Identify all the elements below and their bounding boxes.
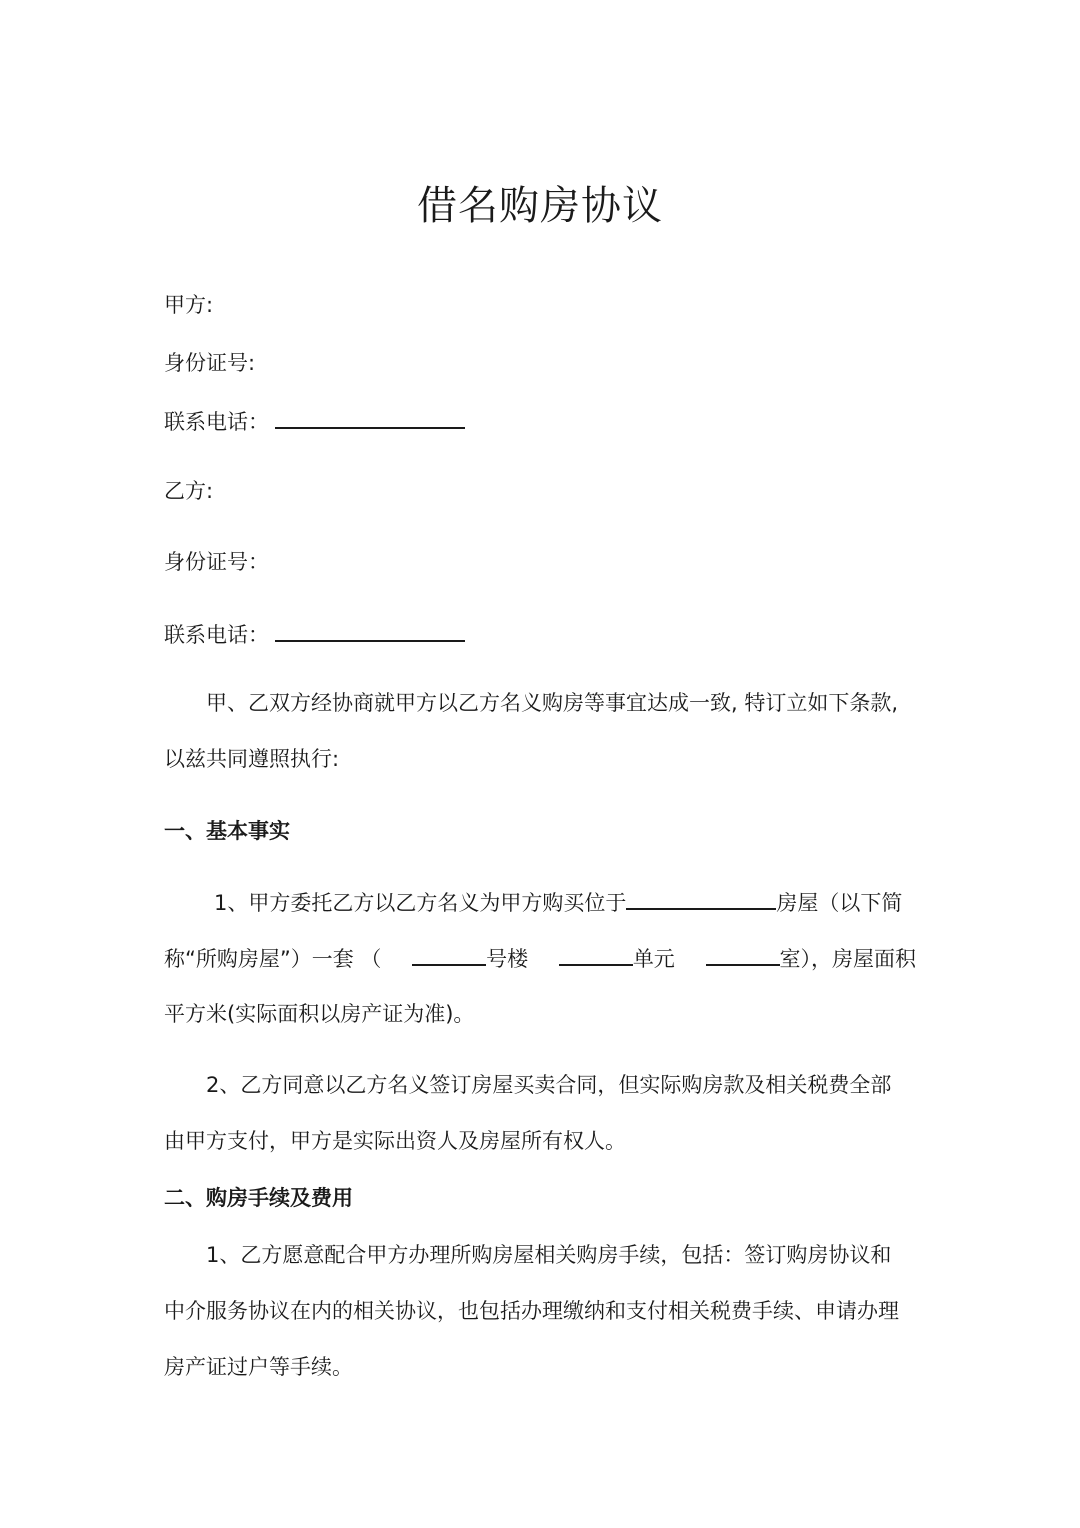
party-b-name-label: 乙方: bbox=[164, 479, 214, 503]
room-blank bbox=[706, 942, 780, 966]
party-a-phone-blank bbox=[275, 405, 465, 429]
party-a-id-label: 身份证号: bbox=[164, 351, 256, 375]
section-2-item-1-line-3: 房产证过户等手续。 bbox=[164, 1355, 353, 1379]
document-title: 借名购房协议 bbox=[417, 183, 663, 229]
party-a-phone-label: 联系电话： bbox=[164, 410, 269, 434]
item-1-text-a: 1、甲方委托乙方以乙方名义为甲方购买位于 bbox=[214, 891, 627, 915]
unit-group bbox=[559, 942, 675, 974]
party-a-phone-row bbox=[164, 405, 465, 437]
room-label: 室），房屋面积 bbox=[779, 947, 916, 971]
unit-label: 单元 bbox=[632, 947, 675, 971]
intro-line-1: 甲、乙双方经协商就甲方以乙方名义购房等事宜达成一致, 特订立如下条款, bbox=[206, 691, 899, 715]
building-label: 号楼 bbox=[486, 947, 529, 971]
party-a-name-label: 甲方: bbox=[164, 293, 214, 317]
unit-blank bbox=[559, 942, 633, 966]
section-1-item-2-line-2: 由甲方支付，甲方是实际出资人及房屋所有权人。 bbox=[164, 1129, 626, 1153]
party-b-phone-blank bbox=[275, 618, 465, 642]
building-blank bbox=[412, 942, 486, 966]
location-blank bbox=[626, 886, 776, 910]
item-1-line2-a: 称“所购房屋”）一套 （ bbox=[164, 947, 382, 971]
section-1-item-1-line-3: 平方米(实际面积以房产证为准)。 bbox=[164, 1002, 475, 1026]
room-group bbox=[706, 942, 917, 974]
section-1-item-1-line-1 bbox=[214, 886, 902, 918]
section-2-item-1-line-2: 中介服务协议在内的相关协议，也包括办理缴纳和支付相关税费手续、申请办理 bbox=[164, 1299, 899, 1323]
section-2-heading: 二、购房手续及费用 bbox=[164, 1186, 353, 1210]
party-b-id-label: 身份证号： bbox=[164, 550, 269, 574]
party-b-phone-label: 联系电话： bbox=[164, 623, 269, 647]
section-2-item-1-line-1: 1、乙方愿意配合甲方办理所购房屋相关购房手续，包括：签订购房协议和 bbox=[206, 1243, 892, 1267]
item-1-text-b: 房屋（以下简 bbox=[776, 891, 903, 915]
party-b-phone-row bbox=[164, 618, 465, 650]
intro-line-2: 以兹共同遵照执行: bbox=[164, 747, 340, 771]
building-group bbox=[412, 942, 528, 974]
section-1-item-2-line-1: 2、乙方同意以乙方名义签订房屋买卖合同，但实际购房款及相关税费全部 bbox=[206, 1073, 892, 1097]
section-1-heading: 一、基本事实 bbox=[164, 819, 290, 843]
section-1-item-1-line-2 bbox=[164, 942, 916, 974]
